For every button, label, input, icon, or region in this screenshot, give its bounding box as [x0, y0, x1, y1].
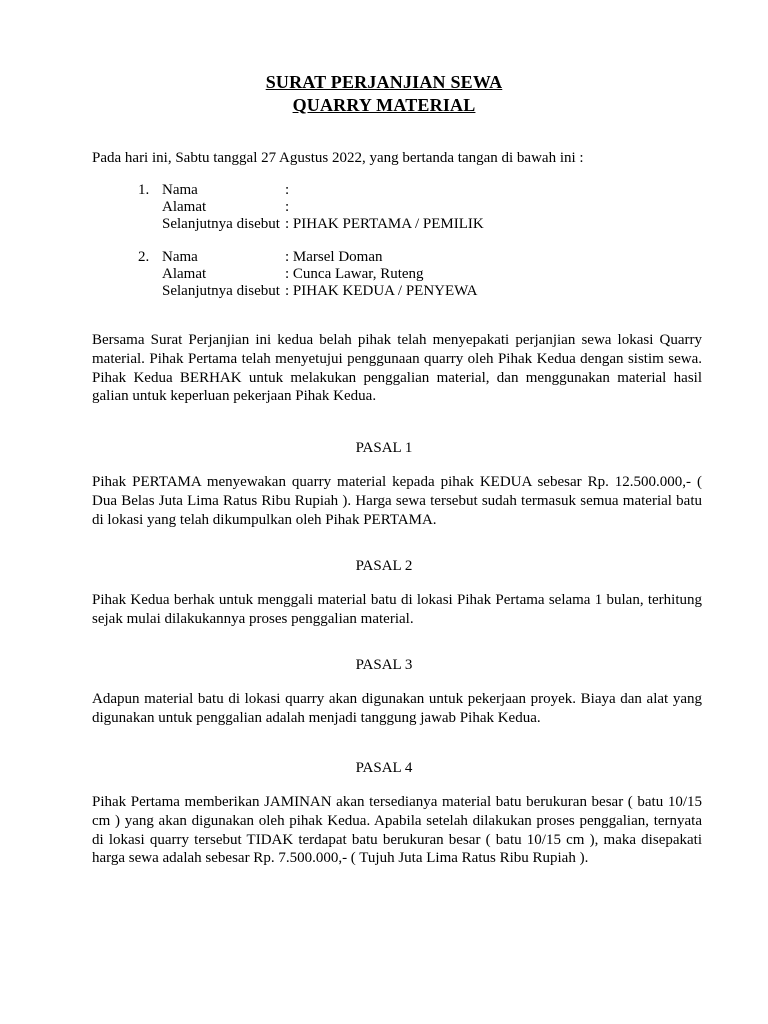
- article-text-1: Pihak PERTAMA menyewakan quarry material kepada pihak KEDUA sebesar Rp. 12.500.000,- ( Dua Belas Juta Lima Ratus Ribu Rupiah ). Harga sewa tersebut sudah termasuk semua material batu di lokasi yang telah dikumpulkan oleh Pihak PERTAMA.: [92, 474, 702, 528]
- party-label-designation: Selanjutnya disebut: [162, 216, 280, 232]
- party-first: [138, 181, 698, 232]
- document-title-line-2: QUARRY MATERIAL: [292, 95, 476, 115]
- article-text-2: Pihak Kedua berhak untuk menggali material batu di lokasi Pihak Pertama selama 1 bulan, terhitung sejak mulai dilakukannya proses penggalian material.: [92, 592, 702, 627]
- article-heading-2: PASAL 2: [355, 558, 413, 574]
- article-text-4: Pihak Pertama memberikan JAMINAN akan tersedianya material batu berukuran besar ( batu 10/15 cm ) yang akan digunakan oleh pihak Kedua. Apabila setelah dilakukan proses penggalian, ternyata di lokasi quarry tersebut TIDAK terdapat batu berukuran besar ( batu 10/15 cm ), maka disepakati harga sewa adalah sebesar Rp. 7.500.000,- ( Tujuh Juta Lima Ratus Ribu Rupiah ).: [92, 794, 702, 867]
- party-row: [138, 198, 698, 215]
- article-heading-3: PASAL 3: [355, 657, 413, 673]
- party-value-designation: : PIHAK KEDUA / PENYEWA: [285, 283, 478, 299]
- party-value-designation: : PIHAK PERTAMA / PEMILIK: [285, 216, 484, 232]
- party-label-designation: Selanjutnya disebut: [162, 283, 280, 299]
- party-row: [138, 181, 698, 198]
- party-row: [138, 248, 698, 265]
- party-value-alamat: :: [285, 199, 290, 215]
- party-value-alamat: : Cunca Lawar, Ruteng: [285, 266, 424, 282]
- party-row: [138, 282, 698, 299]
- agreement-paragraph: Bersama Surat Perjanjian ini kedua belah pihak telah menyepakati perjanjian sewa lokasi Quarry material. Pihak Pertama telah menyetujui penggunaan quarry oleh Pihak Kedua dengan sistim sewa. Pihak Kedua BERHAK untuk melakukan penggalian material, dan menggunakan material hasil galian untuk keperluan pekerjaan Pihak Kedua.: [92, 332, 702, 405]
- intro-paragraph: Pada hari ini, Sabtu tanggal 27 Agustus 2022, yang bertanda tangan di bawah ini :: [92, 150, 584, 166]
- article-heading-1: PASAL 1: [355, 440, 413, 456]
- party-label-alamat: Alamat: [162, 199, 207, 215]
- document-title-line-1: SURAT PERJANJIAN SEWA: [265, 72, 503, 92]
- article-heading-4: PASAL 4: [355, 760, 413, 776]
- article-text-3: Adapun material batu di lokasi quarry akan digunakan untuk pekerjaan proyek. Biaya dan alat yang digunakan untuk penggalian adalah menjadi tanggung jawab Pihak Kedua.: [92, 691, 702, 726]
- party-label-nama: Nama: [162, 249, 198, 265]
- party-row: [138, 265, 698, 282]
- party-row: [138, 215, 698, 232]
- party-number: 1.: [138, 182, 150, 198]
- party-value-nama: :: [285, 182, 290, 198]
- party-label-nama: Nama: [162, 182, 198, 198]
- party-second: [138, 248, 698, 299]
- party-number: 2.: [138, 249, 150, 265]
- party-label-alamat: Alamat: [162, 266, 207, 282]
- party-value-nama: : Marsel Doman: [285, 249, 383, 265]
